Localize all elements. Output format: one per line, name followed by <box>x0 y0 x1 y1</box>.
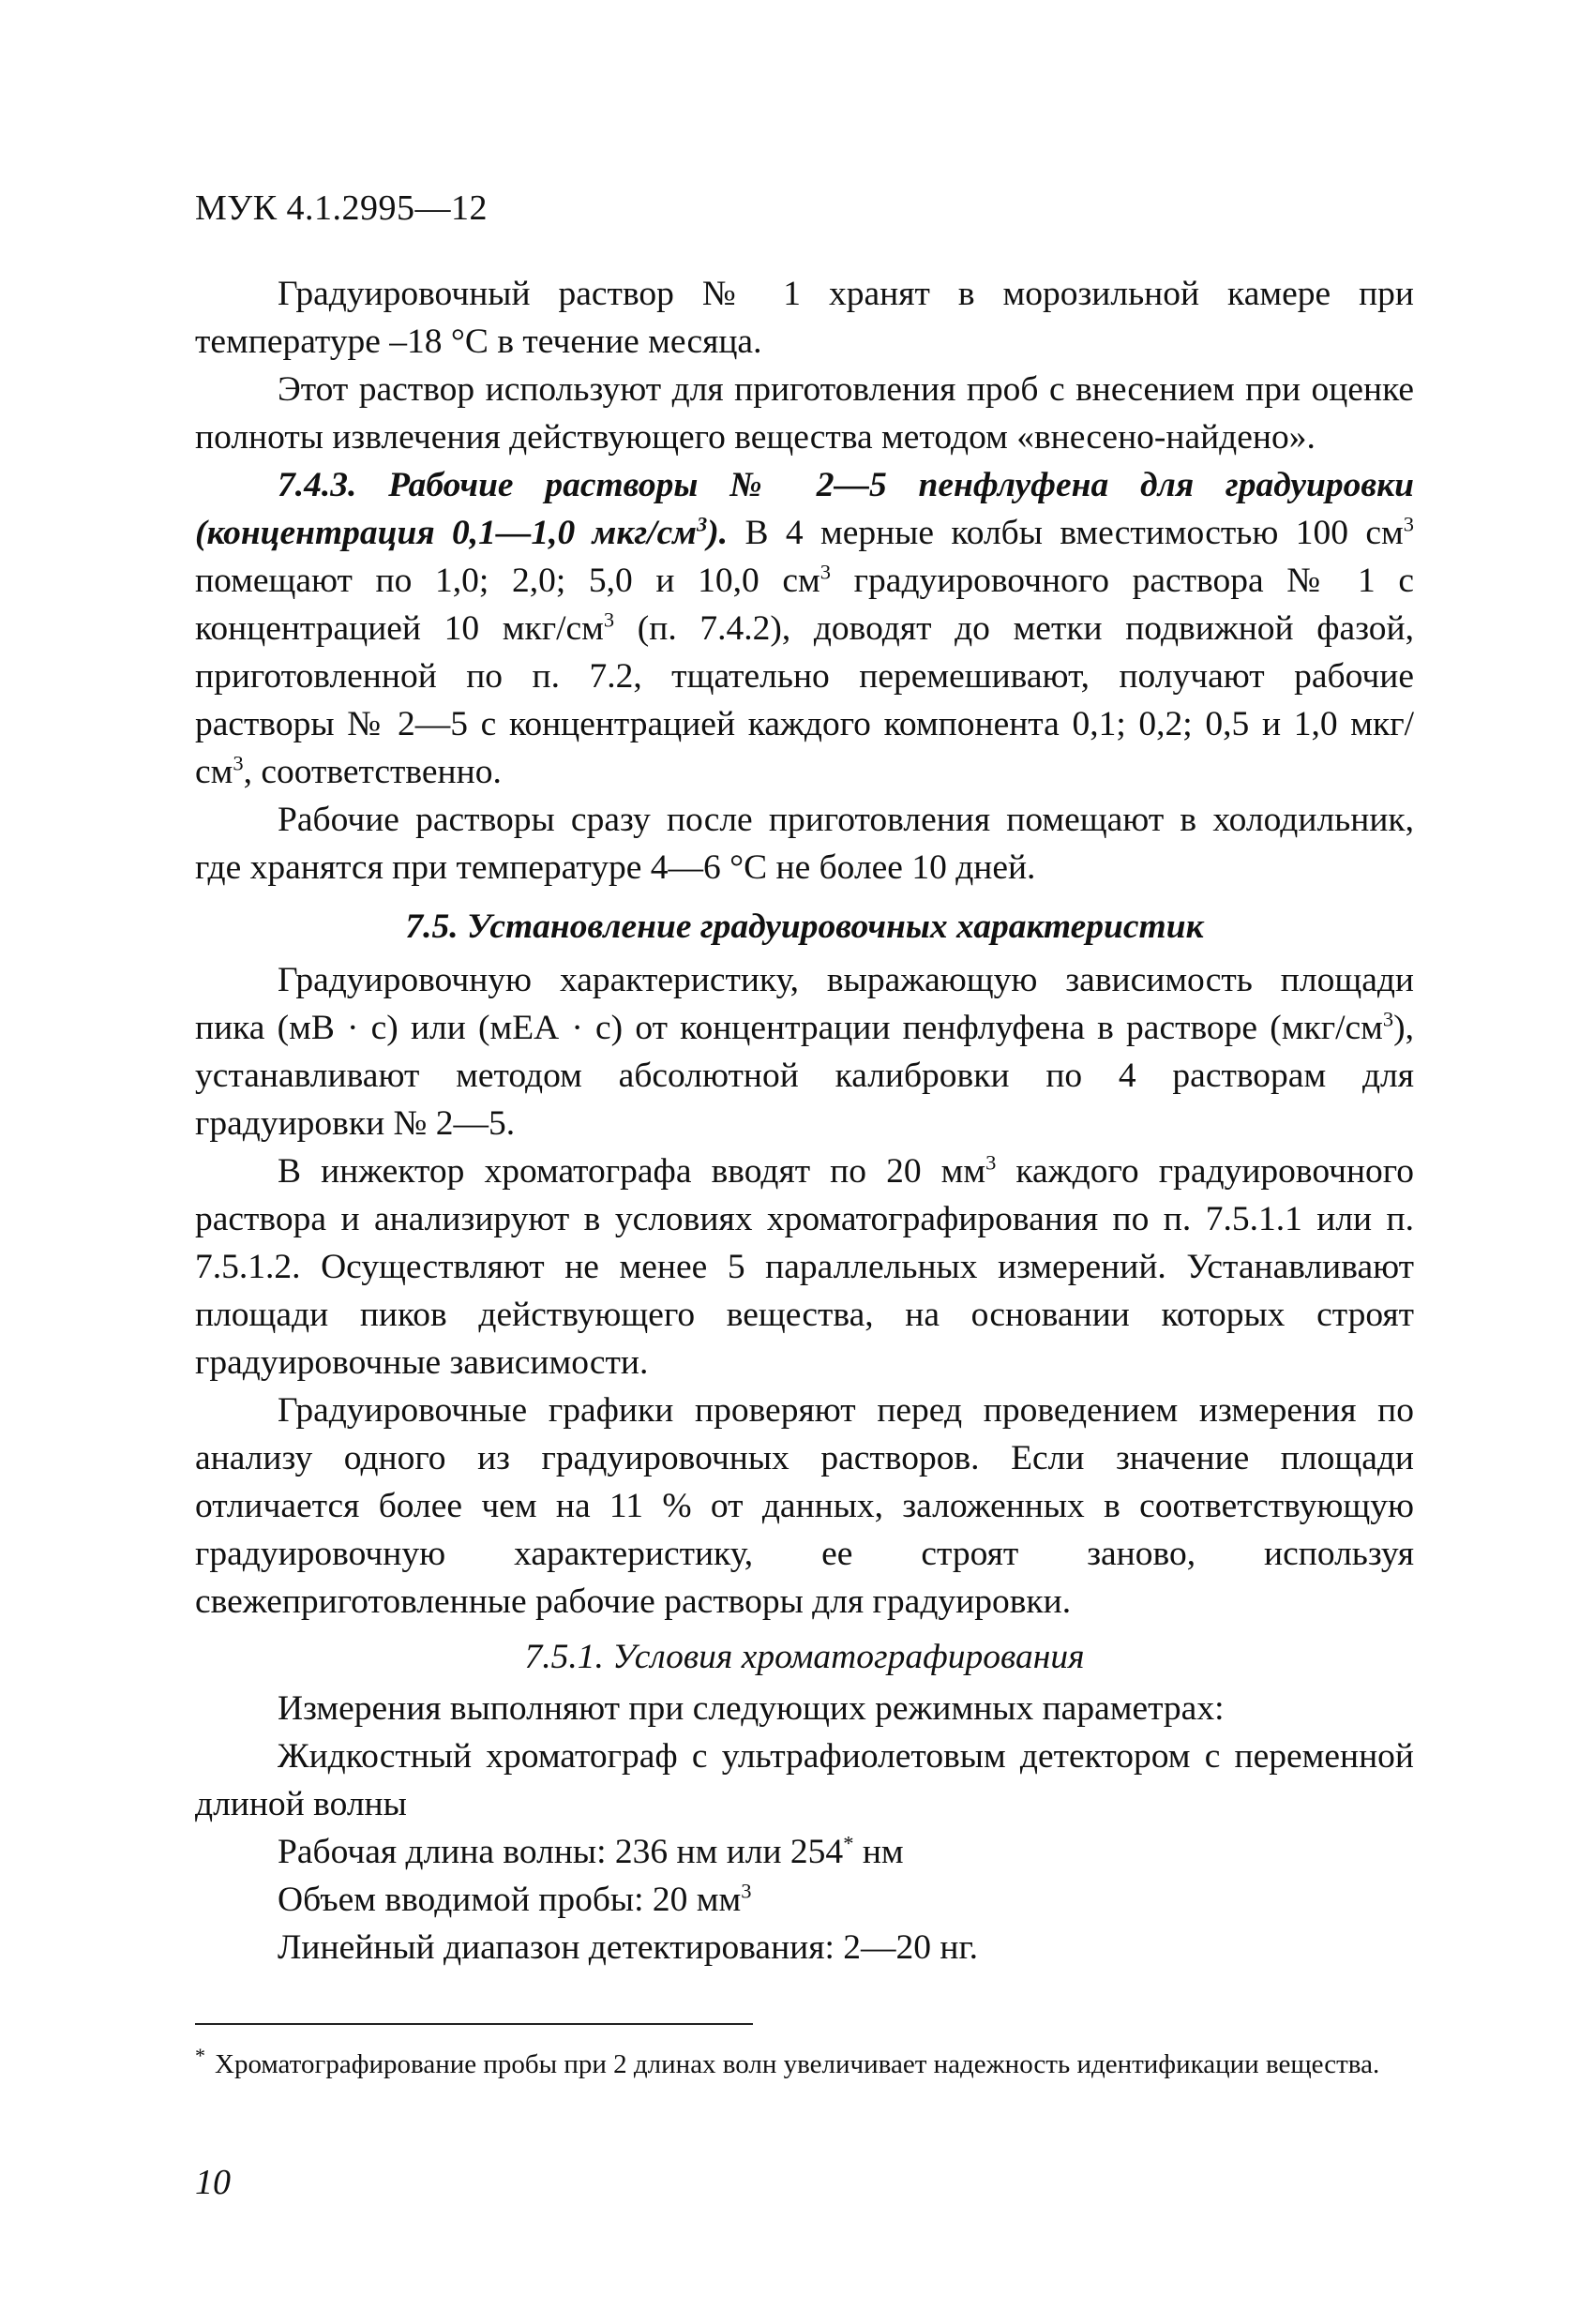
footnote-divider <box>195 2023 753 2025</box>
body-text <box>195 270 1414 1972</box>
footnote-mark: * <box>195 2044 205 2068</box>
paragraph-usage: Этот раствор используют для приготовления проб с внесением при оценке полноты извлечения действующего вещества методом «внесено-найдено». <box>195 370 1414 457</box>
parameter-chromatograph: Жидкостный хроматограф с ультрафиолетовым детектором с переменной длиной волны <box>195 1737 1414 1823</box>
paragraph-storage: Градуировочный раствор № 1 хранят в морозильной камере при температуре –18 °С в течение месяца. <box>195 275 1414 361</box>
parameter-injection-volume: Объем вводимой пробы: 20 $мм^3$ <box>278 1879 752 1919</box>
paragraph-working-solutions: 7.4.3. Рабочие растворы № 2—5 пенфлуфена для градуировки (концентрация 0,1—1,0 мкг/$см^3$). В 4 мерные колбы вместимостью 100 $см^3$ помещают по 1,0; 2,0; 5,0 и 10,0 $см^3$ градуировочного раствора № 1 с концентрацией 10 мкг/$см^3$ (п. 7.4.2), доводят до метки подвижной фазой, приготовленной по п. 7.2, тщательно перемешивают, получают рабочие растворы № 2—5 с концентрацией каждого компонента 0,1; 0,2; 0,5 и 1,0 мкг/$см^3$, соответственно. <box>195 466 1414 791</box>
paragraph-calibration-characteristic: Градуировочную характеристику, выражающую зависимость площади пика (мВ · с) или (мЕА · с) от концентрации пенфлуфена в растворе $(мкг/см^3)$, устанавливают методом абсолютной калибровки по 4 растворам для градуировки № 2—5. <box>195 961 1414 1143</box>
footnote <box>195 2046 1414 2083</box>
parameters-intro: Измерения выполняют при следующих режимных параметрах: <box>278 1689 1225 1728</box>
parameter-wavelength: Рабочая длина волны: 236 нм или 254* нм <box>278 1831 904 1871</box>
parameter-linear-range: Линейный диапазон детектирования: 2—20 нг. <box>278 1928 978 1967</box>
footnote-text: Хроматографирование пробы при 2 длинах волн увеличивает надежность идентификации вещества. <box>215 2049 1380 2079</box>
subsection-title-743: 7.4.3. Рабочие растворы № 2—5 пенфлуфена для градуировки (концентрация 0,1—1,0 мкг/$см^3$). <box>195 466 1414 552</box>
document-code-header: МУК 4.1.2995—12 <box>195 188 489 228</box>
section-title-75: 7.5. Установление градуировочных характеристик <box>405 907 1204 946</box>
paragraph-refrigeration: Рабочие растворы сразу после приготовления помещают в холодильник, где хранятся при температуре 4—6 °С не более 10 дней. <box>195 801 1414 887</box>
page-number: 10 <box>195 2163 231 2202</box>
paragraph-calibration-check: Градуировочные графики проверяют перед проведением измерения по анализу одного из градуировочных растворов. Если значение площади отличается более чем на 11 % от данных, заложенных в соответствующую градуировочную характеристику, ее строят заново, используя свежеприготовленные рабочие растворы для градуировки. <box>195 1391 1414 1621</box>
subsection-title-751: 7.5.1. Условия хроматографирования <box>524 1638 1085 1676</box>
paragraph-injection: В инжектор хроматографа вводят по 20 $мм^3$ каждого градуировочного раствора и анализируют в условиях хроматографирования по п. 7.5.1.1 или п. 7.5.1.2. Осуществляют не менее 5 параллельных измерений. Устанавливают площади пиков действующего вещества, на основании которых строят градуировочные зависимости. <box>195 1150 1414 1382</box>
